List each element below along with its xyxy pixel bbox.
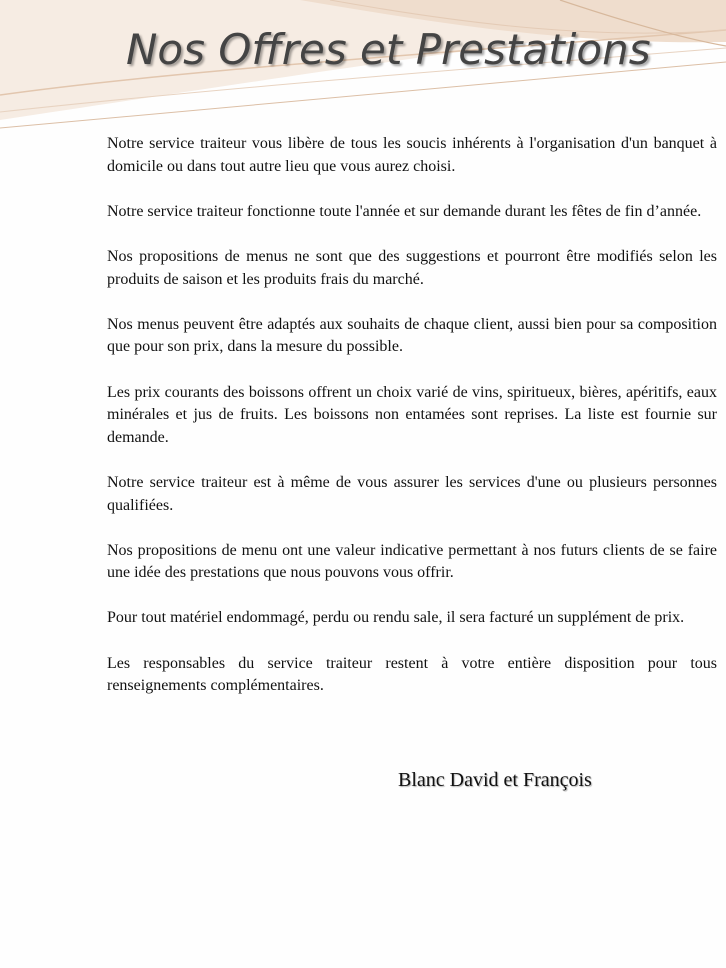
paragraph: Les responsables du service traiteur restent à votre entière disposition pour tous renseignements complémentaires. bbox=[107, 654, 717, 695]
paragraph: Nos menus peuvent être adaptés aux souhaits de chaque client, aussi bien pour sa composition que pour son prix, dans la mesure du possible. bbox=[107, 315, 717, 356]
page-title: Nos Offres et Prestations bbox=[126, 25, 651, 74]
paragraph: Les prix courants des boissons offrent un choix varié de vins, spiritueux, bières, apéritifs, eaux minérales et jus de fruits. Les boissons non entamées sont reprises. La liste est fournie sur demande. bbox=[107, 383, 717, 446]
paragraph: Nos propositions de menu ont une valeur indicative permettant à nos futurs clients de se faire une idée des prestations que nous pouvons vous offrir. bbox=[107, 541, 717, 582]
paragraph: Pour tout matériel endommagé, perdu ou rendu sale, il sera facturé un supplément de prix. bbox=[107, 609, 685, 627]
signature: Blanc David et François bbox=[398, 769, 592, 791]
body-text bbox=[107, 133, 717, 720]
paragraph: Notre service traiteur est à même de vous assurer les services d'une ou plusieurs personnes qualifiées. bbox=[107, 473, 717, 514]
paragraph: Nos propositions de menus ne sont que des suggestions et pourront être modifiés selon les produits de saison et les produits frais du marché. bbox=[107, 247, 717, 288]
paragraph: Notre service traiteur vous libère de tous les soucis inhérents à l'organisation d'un banquet à domicile ou dans tout autre lieu que vous aurez choisi. bbox=[107, 135, 717, 175]
paragraph: Notre service traiteur fonctionne toute l'année et sur demande durant les fêtes de fin d’année. bbox=[107, 202, 702, 220]
